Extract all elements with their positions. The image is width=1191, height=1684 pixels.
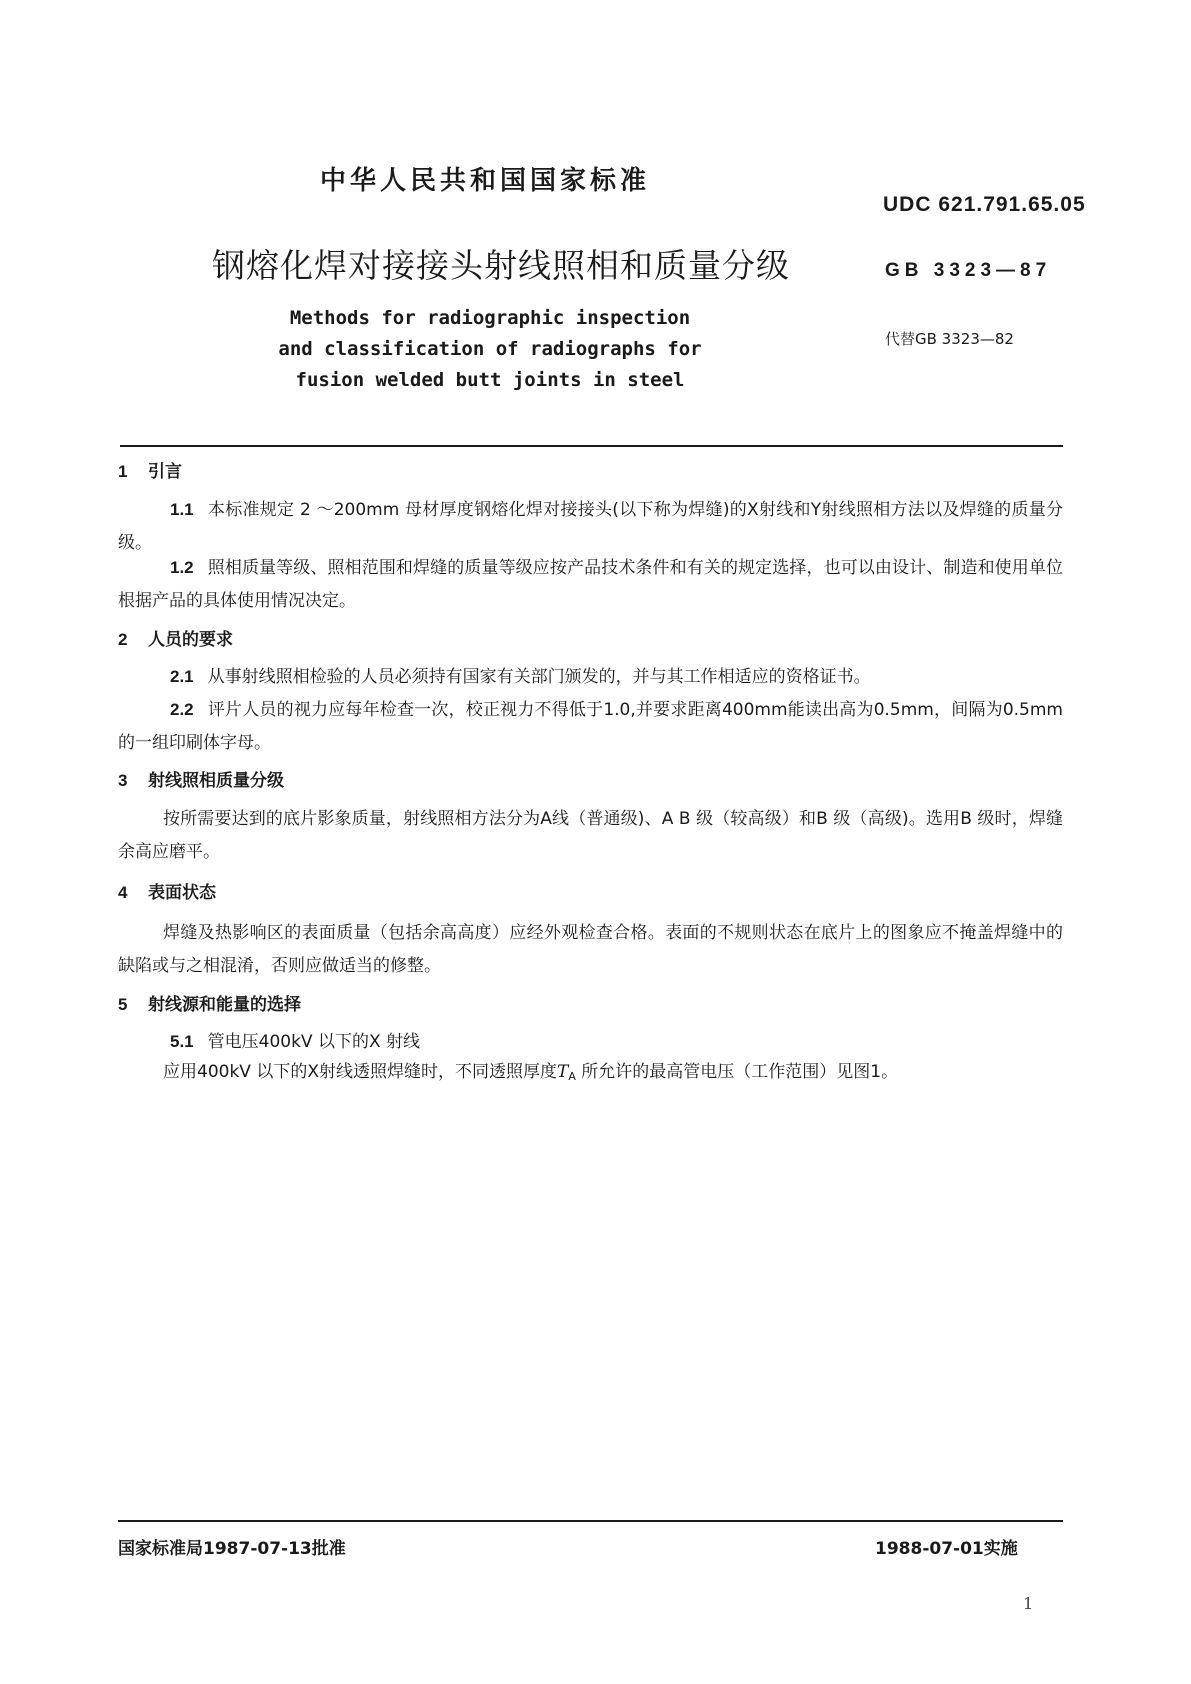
- thickness-symbol: T: [556, 1062, 569, 1082]
- section-title: 射线照相质量分级: [148, 771, 284, 791]
- document-title-en: [260, 303, 720, 396]
- document-title-cn: 钢熔化焊对接接头射线照相和质量分级: [212, 246, 790, 285]
- clause-1-2: [118, 551, 1063, 618]
- clause-number: 1.1: [170, 500, 194, 519]
- section-title: 人员的要求: [148, 630, 233, 650]
- replaces-standard: 代替GB 3323—82: [885, 330, 1014, 348]
- section-number: 1: [118, 462, 128, 481]
- clause-number: 5.1: [170, 1032, 194, 1051]
- section-4-paragraph: 焊缝及热影响区的表面质量（包括余高高度）应经外观检查合格。表面的不规则状态在底片上的图象应不掩盖焊缝中的缺陷或与之相混淆，否则应做适当的修整。: [118, 923, 1063, 976]
- standard-category: 中华人民共和国国家标准: [320, 166, 651, 196]
- section-title: 射线源和能量的选择: [148, 995, 301, 1015]
- title-en-line: fusion welded butt joints in steel: [295, 369, 685, 391]
- section-title: 表面状态: [148, 883, 216, 903]
- clause-text: 从事射线照相检验的人员必须持有国家有关部门颁发的，并与其工作相适应的资格证书。: [207, 667, 871, 687]
- clause-number: 1.2: [170, 558, 194, 577]
- clause-text: 应用400kV 以下的X射线透照焊缝时，不同透照厚度: [163, 1062, 557, 1082]
- approval-date: 国家标准局1987-07-13批准: [118, 1539, 346, 1559]
- section-heading-2: [118, 625, 233, 650]
- gb-number: GB 3323—87: [885, 260, 1052, 281]
- title-en-line: Methods for radiographic inspection: [289, 307, 691, 329]
- section-3-paragraph: 按所需要达到的底片影象质量，射线照相方法分为A线（普通级)、A B 级（较高级）和B 级（高级)。选用B 级时，焊缝余高应磨平。: [118, 809, 1063, 862]
- section-heading-5: [118, 990, 301, 1015]
- thickness-subscript: A: [568, 1070, 576, 1083]
- clause-text: 本标准规定 2 ～200mm 母材厚度钢熔化焊对接接头(以下称为焊缝)的X射线和Y射线照相方法以及焊缝的质量分级。: [118, 500, 1063, 553]
- clause-5-1-paragraph: [118, 1056, 1063, 1093]
- page-number: 1: [1023, 1594, 1034, 1613]
- clause-2-2: [118, 693, 1063, 760]
- clause-number: 2.1: [170, 667, 194, 686]
- section-number: 2: [118, 630, 128, 649]
- clause-text: 评片人员的视力应每年检查一次，校正视力不得低于1.0,并要求距离400mm能读出高为0.5mm，间隔为0.5mm的一组印刷体字母。: [118, 700, 1063, 753]
- title-en-line: and classification of radiographs for: [278, 338, 702, 360]
- clause-2-1: [118, 660, 1063, 694]
- section-heading-1: [118, 457, 182, 482]
- clause-text: 照相质量等级、照相范围和焊缝的质量等级应按产品技术条件和有关的规定选择，也可以由设计、制造和使用单位根据产品的具体使用情况决定。: [118, 558, 1063, 611]
- section-title: 引言: [148, 462, 182, 482]
- clause-text: 管电压400kV 以下的X 射线: [207, 1032, 421, 1052]
- clause-1-1: [118, 493, 1063, 560]
- section-number: 3: [118, 771, 128, 790]
- footer-divider: [118, 1520, 1063, 1522]
- section-number: 4: [118, 883, 128, 902]
- clause-5-1: [118, 1025, 1063, 1059]
- effective-date: 1988-07-01实施: [875, 1539, 1018, 1559]
- section-heading-4: [118, 878, 216, 903]
- clause-number: 2.2: [170, 700, 194, 719]
- header-divider: [120, 445, 1063, 447]
- clause-text: 所允许的最高管电压（工作范围）见图1。: [575, 1062, 899, 1082]
- section-number: 5: [118, 995, 128, 1014]
- section-heading-3: [118, 766, 284, 791]
- udc-code: UDC 621.791.65.05: [883, 193, 1086, 216]
